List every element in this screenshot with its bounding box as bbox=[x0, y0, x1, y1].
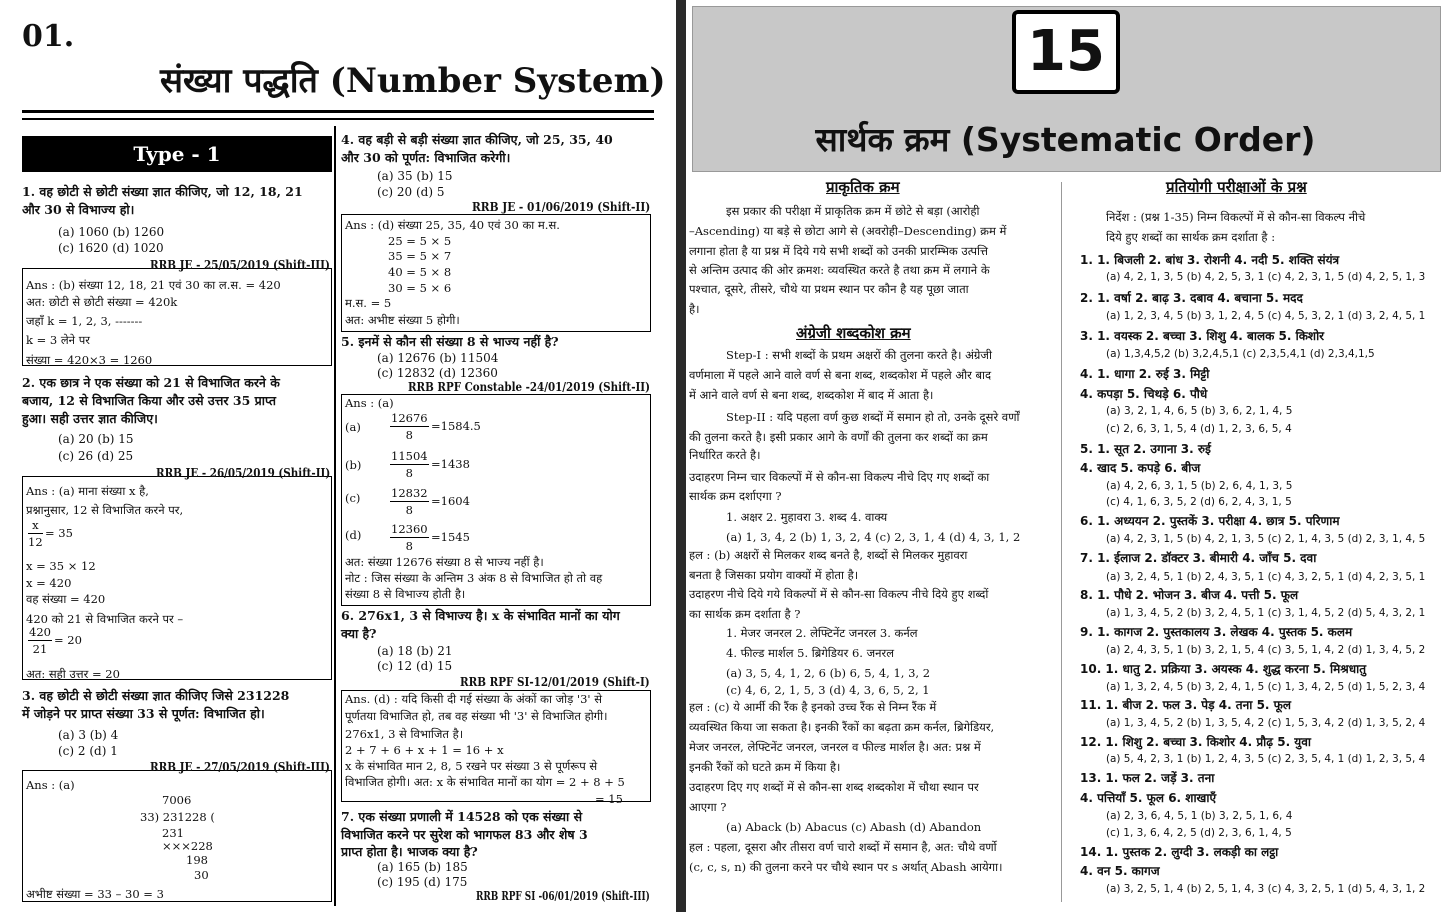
left-col1-line-30: 7006 bbox=[162, 793, 192, 807]
right-col1-line-12: Step-II : यदि पहला वर्ण कुछ शब्दों में समान हो तो, उनके दूसरे वर्णों bbox=[726, 410, 1020, 424]
left-col1-line-18: प्रश्नानुसार, 12 से विभाजित करने पर, bbox=[26, 503, 184, 517]
right-col2-line-15: 4. खाद 5. कपड़े 6. बीज bbox=[1080, 461, 1201, 475]
right-col2-line-24: 9. 1. कागज 2. पुस्तकालय 3. लेखक 4. पुस्तक 5. कलम bbox=[1080, 625, 1353, 639]
left-col2-line-33: 2 + 7 + 6 + x + 1 = 16 + x bbox=[345, 743, 504, 757]
denominator: 8 bbox=[405, 538, 413, 553]
right-page bbox=[686, 0, 1445, 912]
denominator: 12 bbox=[28, 534, 43, 549]
left-col2-line-42: RRB RPF SI -06/01/2019 (Shift-III) bbox=[476, 889, 650, 903]
left-col2-line-34: x के संभावित मान 2, 8, 5 रखने पर संख्या 3 से पूर्णरूप से bbox=[345, 759, 598, 773]
left-col2-line-19: (b) bbox=[345, 458, 362, 472]
right-col2-line-34: (a) 2, 3, 6, 4, 5, 1 (b) 3, 2, 5, 1, 6, 4 bbox=[1106, 810, 1293, 822]
right-col1-line-9: Step-I : सभी शब्दों के प्रथम अक्षरों की तुलना करते है। अंग्रेजी bbox=[726, 348, 992, 362]
fraction-result-5: =1604 bbox=[431, 494, 470, 508]
left-col1-line-12: बजाय, 12 से विभाजित किया और उसे उत्तर 35 प्राप्त bbox=[22, 393, 276, 408]
left-col2-line-24: संख्या 8 से विभाज्य होती है। bbox=[345, 587, 466, 601]
fraction-result-4: =1438 bbox=[431, 457, 470, 471]
left-col2-line-8: 35 = 5 × 7 bbox=[388, 249, 452, 263]
fraction-4 bbox=[390, 451, 429, 479]
left-col1-line-23: अत: सही उत्तर = 20 bbox=[26, 667, 120, 681]
right-col2-line-14: 5. 1. सूत 2. उगाना 3. रुई bbox=[1080, 442, 1211, 456]
right-col2-line-25: (a) 2, 4, 3, 5, 1 (b) 3, 2, 1, 5, 4 (c) 3, 5, 1, 4, 2 (d) 1, 3, 4, 5, 2 bbox=[1106, 644, 1426, 656]
fraction-6 bbox=[390, 524, 429, 552]
right-col1-line-27: हल : (c) ये आर्मी की रैंक है इनको उच्च रैंक से निम्न रैंक में bbox=[689, 700, 937, 714]
left-page bbox=[0, 0, 676, 912]
right-col2-line-17: (c) 4, 1, 6, 3, 5, 2 (d) 6, 2, 4, 3, 1, 5 bbox=[1106, 496, 1292, 508]
right-col1-line-35: (c, c, s, n) की तुलना करने पर चौथे स्थान पर s अर्थात् Abash आयेगा। bbox=[689, 860, 1003, 874]
left-col2-line-3: (a) 35 (b) 15 bbox=[377, 169, 453, 183]
numerator: 420 bbox=[29, 625, 51, 639]
right-col1-line-26: (c) 4, 6, 2, 1, 5, 3 (d) 4, 3, 6, 5, 2, 1 bbox=[726, 683, 930, 697]
left-col2-line-10: 30 = 5 × 6 bbox=[388, 281, 452, 295]
left-col1-line-36: अभीष्ट संख्या = 33 – 30 = 3 bbox=[26, 887, 164, 901]
numerator: 12676 bbox=[391, 411, 428, 425]
left-col2-line-14: (a) 12676 (b) 11504 bbox=[377, 351, 499, 365]
left-col1-line-21: वह संख्या = 420 bbox=[26, 592, 106, 606]
right-col2-line-12: (a) 3, 2, 1, 4, 6, 5 (b) 3, 6, 2, 1, 4, 5 bbox=[1106, 405, 1293, 417]
left-col2-line-6: Ans : (d) संख्या 25, 35, 40 एवं 30 का म.स. bbox=[345, 218, 560, 232]
right-col2-line-16: (a) 4, 2, 6, 3, 1, 5 (b) 2, 6, 4, 1, 3, 5 bbox=[1106, 480, 1293, 492]
left-col1-line-8: जहाँ k = 1, 2, 3, ------- bbox=[26, 314, 143, 328]
right-col2-line-1: प्रतियोगी परीक्षाओं के प्रश्न bbox=[1166, 178, 1307, 196]
left-col1-line-11: 2. एक छात्र ने एक संख्या को 21 से विभाजित करने के bbox=[22, 375, 280, 390]
left-col1-line-14: (a) 20 (b) 15 bbox=[58, 432, 134, 446]
left-col2-line-5: RRB JE - 01/06/2019 (Shift-II) bbox=[472, 200, 651, 214]
right-col2-line-18: 6. 1. अध्ययन 2. पुस्तकें 3. परीक्षा 4. छात्र 5. परिणाम bbox=[1080, 514, 1340, 528]
numerator: 11504 bbox=[391, 449, 428, 463]
right-col2-line-19: (a) 4, 2, 3, 1, 5 (b) 4, 2, 1, 3, 5 (c) 2, 1, 4, 3, 5 (d) 2, 3, 1, 4, 5 bbox=[1106, 533, 1426, 545]
right-col1-line-3: –Ascending) या बड़े से छोटा आगे से (अवरोही–Descending) क्रम में bbox=[689, 224, 1007, 238]
left-col1-line-35: 30 bbox=[194, 868, 209, 882]
right-col1-line-21: उदाहरण नीचे दिये गये विकल्पों में से कौन-सा विकल्प नीचे दिये हुए शब्दों bbox=[689, 587, 989, 601]
page-gutter bbox=[676, 0, 686, 912]
right-col1-line-19: हल : (b) अक्षरों से मिलकर शब्द बनते है, शब्दों से मिलकर मुहावरा bbox=[689, 548, 968, 562]
right-col1-line-22: का सार्थक क्रम दर्शाता है ? bbox=[689, 607, 801, 621]
left-col2-line-20: (c) bbox=[345, 491, 361, 505]
right-col1-line-34: हल : पहला, दूसरा और तीसरा वर्ण चारो शब्दों में समान है, अत: चौथे वर्णो bbox=[689, 840, 997, 854]
right-col2-line-7: (a) 1, 2, 3, 4, 5 (b) 3, 1, 2, 4, 5 (c) 4, 5, 3, 2, 1 (d) 3, 2, 4, 5, 1 bbox=[1106, 310, 1426, 322]
left-col2-line-38: विभाजित करने पर सुरेश को भागफल 83 और शेष 3 bbox=[341, 827, 588, 842]
left-col2-line-29: RRB RPF SI-12/01/2019 (Shift-I) bbox=[460, 675, 650, 689]
chapter-number-box: 15 bbox=[1012, 10, 1120, 94]
right-col1-line-13: की तुलना करते है। इसी प्रकार आगे के वर्णों की तुलना कर शब्दों का क्रम bbox=[689, 430, 988, 444]
chapter-title: सार्थक क्रम (Systematic Order) bbox=[815, 120, 1316, 159]
right-col2-line-29: (a) 1, 3, 4, 5, 2 (b) 1, 3, 5, 4, 2 (c) 1, 5, 3, 4, 2 (d) 1, 3, 5, 2, 4 bbox=[1106, 717, 1426, 729]
right-col1-line-30: इनकी रैंकों को घटते क्रम में किया है। bbox=[689, 760, 841, 774]
right-col1-line-24: 4. फील्ड मार्शल 5. ब्रिगेडियर 6. जनरल bbox=[726, 646, 895, 660]
right-col1-line-18: (a) 1, 3, 4, 2 (b) 1, 3, 2, 4 (c) 2, 3, 1, 4 (d) 4, 3, 1, 2 bbox=[726, 530, 1021, 544]
numerator: 12360 bbox=[391, 522, 428, 536]
left-col1-line-32: 231 bbox=[162, 826, 184, 840]
left-col2-line-41: (c) 195 (d) 175 bbox=[377, 875, 468, 889]
left-col1-line-28: RRB JE - 27/05/2019 (Shift-III) bbox=[150, 760, 330, 774]
right-col2-line-9: (a) 1,3,4,5,2 (b) 3,2,4,5,1 (c) 2,3,5,4,1 (d) 2,3,4,1,5 bbox=[1106, 348, 1375, 360]
right-col2-line-20: 7. 1. ईलाज 2. डॉक्टर 3. बीमारी 4. जाँच 5. दवा bbox=[1080, 551, 1317, 565]
fraction-5 bbox=[390, 488, 429, 516]
left-col2-line-36: = 15 bbox=[595, 792, 623, 806]
right-col2-line-13: (c) 2, 6, 3, 1, 5, 4 (d) 1, 2, 3, 6, 5, 4 bbox=[1106, 423, 1292, 435]
left-col1-line-25: में जोड़ने पर प्राप्त संख्या 33 से पूर्णत: विभाजित हो। bbox=[22, 706, 265, 721]
left-col2-line-37: 7. एक संख्या प्रणाली में 14528 को एक संख्या से bbox=[341, 809, 583, 824]
left-col1-line-4: (c) 1620 (d) 1020 bbox=[58, 241, 164, 255]
numerator: 12832 bbox=[391, 486, 428, 500]
right-col1-line-10: वर्णमाला में पहले आने वाले वर्ण से बना शब्द, शब्दकोश में पहले और बाद bbox=[689, 368, 992, 382]
chapter-number: 01. bbox=[22, 19, 75, 54]
left-col1-line-3: (a) 1060 (b) 1260 bbox=[58, 225, 165, 239]
left-col2-line-22: अत: संख्या 12676 संख्या 8 से भाज्य नहीं है। bbox=[345, 555, 544, 569]
left-col1-line-7: अत: छोटी से छोटी संख्या = 420k bbox=[26, 295, 178, 309]
right-col2-line-37: 4. वन 5. कागज bbox=[1080, 864, 1160, 878]
left-col2-line-16: RRB RPF Constable -24/01/2019 (Shift-II) bbox=[408, 380, 650, 394]
left-col1-line-20: x = 420 bbox=[26, 576, 72, 590]
left-col2-line-13: 5. इनमें से कौन सी संख्या 8 से भाज्य नहीं है? bbox=[341, 334, 559, 349]
left-col2-line-26: क्या है? bbox=[341, 626, 377, 641]
left-col1-line-29: Ans : (a) bbox=[26, 778, 75, 792]
left-col2-line-21: (d) bbox=[345, 528, 362, 542]
fraction-result-6: =1545 bbox=[431, 530, 470, 544]
left-col1-line-13: हुआ। सही उत्तर ज्ञात कीजिए। bbox=[22, 411, 158, 426]
right-col1-line-11: में आने वाले वर्ण से बना शब्द, शब्दकोश में बाद में आता है। bbox=[689, 388, 934, 402]
right-col2-line-30: 12. 1. शिशु 2. बच्चा 3. किशोर 4. प्रौढ़ 5. युवा bbox=[1080, 735, 1312, 749]
right-col2-line-10: 4. 1. धागा 2. रुई 3. मिट्टी bbox=[1080, 367, 1210, 381]
left-col2-line-12: अत: अभीष्ट संख्या 5 होगी। bbox=[345, 313, 460, 327]
right-col1-line-17: 1. अक्षर 2. मुहावरा 3. शब्द 4. वाक्य bbox=[726, 510, 888, 524]
fraction-result-1: = 35 bbox=[45, 526, 73, 540]
fraction-result-2: = 20 bbox=[54, 633, 82, 647]
denominator: 8 bbox=[405, 465, 413, 480]
left-col1-line-22: 420 को 21 से विभाजित करने पर – bbox=[26, 612, 184, 626]
right-col1-line-15: उदाहरण निम्न चार विकल्पों में से कौन-सा विकल्प नीचे दिए गए शब्दों का bbox=[689, 470, 990, 484]
left-col1-line-19: x = 35 × 12 bbox=[26, 559, 96, 573]
left-col1-line-26: (a) 3 (b) 4 bbox=[58, 728, 119, 742]
right-col2-line-28: 11. 1. बीज 2. फल 3. पेड़ 4. तना 5. फूल bbox=[1080, 698, 1292, 712]
right-col1-line-33: (a) Aback (b) Abacus (c) Abash (d) Abandon bbox=[726, 820, 982, 834]
left-col1-line-33: ×××228 bbox=[162, 839, 213, 853]
left-col1-line-16: RRB JE - 26/05/2019 (Shift-II) bbox=[156, 466, 331, 480]
left-col2-line-9: 40 = 5 × 8 bbox=[388, 265, 452, 279]
right-col1-line-16: सार्थक क्रम दर्शाएगा ? bbox=[689, 489, 782, 503]
left-col1-line-6: Ans : (b) संख्या 12, 18, 21 एवं 30 का ल.स. = 420 bbox=[26, 278, 281, 292]
right-col2-line-8: 3. 1. वयस्क 2. बच्चा 3. शिशु 4. बालक 5. किशोर bbox=[1080, 329, 1325, 343]
left-col2-line-30: Ans. (d) : यदि किसी दी गई संख्या के अंकों का जोड़ '3' से bbox=[345, 692, 602, 706]
chapter-title: संख्या पद्धति (Number System) bbox=[160, 61, 666, 101]
right-col1-line-20: बनता है जिसका प्रयोग वाक्यों में होता है। bbox=[689, 568, 859, 582]
left-col1-line-34: 198 bbox=[186, 853, 208, 867]
right-col2-line-31: (a) 5, 4, 2, 3, 1 (b) 1, 2, 4, 3, 5 (c) 2, 3, 5, 4, 1 (d) 1, 2, 3, 5, 4 bbox=[1106, 753, 1426, 765]
left-col2-line-18: (a) bbox=[345, 420, 361, 434]
right-col2-line-11: 4. कपड़ा 5. चिथड़े 6. पौधे bbox=[1080, 387, 1208, 401]
right-col1-line-29: मेजर जनरल, लेफ्टिनेंट जनरल, जनरल व फील्ड मार्शल है। अत: प्रश्न में bbox=[689, 740, 981, 754]
left-col1-line-1: 1. वह छोटी से छोटी संख्या ज्ञात कीजिए, जो 12, 18, 21 bbox=[22, 184, 303, 199]
right-col2-line-4: 1. 1. बिजली 2. बांध 3. रोशनी 4. नदी 5. शक्ति संयंत्र bbox=[1080, 253, 1340, 267]
right-col1-line-8: अंग्रेजी शब्दकोश क्रम bbox=[796, 324, 911, 342]
column-divider bbox=[1061, 182, 1062, 902]
fraction-1 bbox=[28, 520, 43, 548]
right-col2-line-26: 10. 1. धातु 2. प्रक्रिया 3. अयस्क 4. शुद्ध करना 5. मिश्रधातु bbox=[1080, 662, 1367, 676]
right-col1-line-6: पश्चात, दूसरे, तीसरे, चौथे या प्रथम स्थान पर कौन है यह पूछा जाता bbox=[689, 282, 969, 296]
right-col1-line-14: निर्धारित करते है। bbox=[689, 448, 761, 462]
right-col1-line-28: व्यवस्थित किया जा सकता है। इनकी रैंकों का बढ़ता क्रम कर्नल, ब्रिगेडियर, bbox=[689, 720, 995, 734]
left-col2-line-2: और 30 को पूर्णत: विभाजित करेगी। bbox=[341, 150, 511, 165]
left-col2-line-25: 6. 276x1, 3 से विभाज्य है। x के संभावित मानों का योग bbox=[341, 608, 620, 623]
left-col1-line-5: RRB JE - 25/05/2019 (Shift-III) bbox=[150, 258, 330, 272]
denominator: 8 bbox=[405, 427, 413, 442]
left-col2-line-7: 25 = 5 × 5 bbox=[388, 234, 452, 248]
column-divider bbox=[334, 126, 336, 906]
left-col2-line-11: म.स. = 5 bbox=[345, 296, 392, 310]
left-col1-line-24: 3. वह छोटी से छोटी संख्या ज्ञात कीजिए जिसे 231228 bbox=[22, 688, 290, 703]
left-col2-line-27: (a) 18 (b) 21 bbox=[377, 644, 453, 658]
type-label: Type - 1 bbox=[22, 136, 332, 172]
left-col1-line-9: k = 3 लेने पर bbox=[26, 333, 90, 347]
left-col1-line-15: (c) 26 (d) 25 bbox=[58, 449, 134, 463]
left-col2-line-35: विभाजित होगी। अत: x के संभावित मानों का योग = 2 + 8 + 5 bbox=[345, 775, 625, 789]
right-col2-line-23: (a) 1, 3, 4, 5, 2 (b) 3, 2, 4, 5, 1 (c) 3, 1, 4, 5, 2 (d) 5, 4, 3, 2, 1 bbox=[1106, 607, 1426, 619]
left-col1-line-2: और 30 से विभाज्य हो। bbox=[22, 202, 135, 217]
right-col1-line-23: 1. मेजर जनरल 2. लेफ्टिनेंट जनरल 3. कर्नल bbox=[726, 626, 918, 640]
left-col2-line-1: 4. वह बड़ी से बड़ी संख्या ज्ञात कीजिए, जो 25, 35, 40 bbox=[341, 132, 613, 147]
right-col1-line-32: आएगा ? bbox=[689, 800, 727, 814]
right-col2-line-32: 13. 1. फल 2. जड़ें 3. तना bbox=[1080, 771, 1215, 785]
right-col1-line-4: लगाना होता है या प्रश्न में दिये गये सभी शब्दों को उनकी प्रारम्भिक उत्पत्ति bbox=[689, 244, 988, 258]
left-col2-line-23: नोट : जिस संख्या के अन्तिम 3 अंक 8 से विभाजित हो तो वह bbox=[345, 571, 603, 585]
right-col2-line-22: 8. 1. पौधे 2. भोजन 3. बीज 4. पत्ती 5. फूल bbox=[1080, 588, 1299, 602]
right-col1-line-5: से अन्तिम उत्पाद की ओर क्रमश: व्यवस्थित करते है तथा क्रम में लगाने के bbox=[689, 263, 990, 277]
right-col2-line-5: (a) 4, 2, 1, 3, 5 (b) 4, 2, 5, 3, 1 (c) 4, 2, 3, 1, 5 (d) 4, 2, 5, 1, 3 bbox=[1106, 271, 1426, 283]
left-col2-line-39: प्राप्त होता है। भाजक क्या है? bbox=[341, 844, 478, 859]
left-col2-line-40: (a) 165 (b) 185 bbox=[377, 860, 468, 874]
left-col2-line-17: Ans : (a) bbox=[345, 396, 394, 410]
fraction-2 bbox=[28, 627, 52, 655]
left-col1-line-10: संख्या = 420×3 = 1260 bbox=[26, 353, 153, 367]
left-col2-line-4: (c) 20 (d) 5 bbox=[377, 185, 445, 199]
right-col2-line-6: 2. 1. वर्षा 2. बाढ़ 3. दबाव 4. बचाना 5. मदद bbox=[1080, 291, 1303, 305]
left-col2-line-31: पूर्णतया विभाजित हो, तब वह संख्या भी '3' से विभाजित होगी। bbox=[345, 709, 608, 723]
denominator: 21 bbox=[32, 641, 48, 656]
right-col1-line-7: है। bbox=[689, 302, 700, 316]
right-col2-line-33: 4. पत्तियाँ 5. फूल 6. शाखाएँ bbox=[1080, 791, 1217, 805]
denominator: 8 bbox=[405, 502, 413, 517]
right-col2-line-38: (a) 3, 2, 5, 1, 4 (b) 2, 5, 1, 4, 3 (c) 4, 3, 2, 5, 1 (d) 5, 4, 3, 1, 2 bbox=[1106, 883, 1426, 895]
right-col2-line-21: (a) 3, 2, 4, 5, 1 (b) 2, 4, 3, 5, 1 (c) 4, 3, 2, 5, 1 (d) 4, 2, 3, 5, 1 bbox=[1106, 571, 1426, 583]
left-col1-line-17: Ans : (a) माना संख्या x है, bbox=[26, 484, 149, 498]
right-col2-line-27: (a) 1, 3, 2, 4, 5 (b) 3, 2, 4, 1, 5 (c) 1, 3, 4, 2, 5 (d) 1, 5, 2, 3, 4 bbox=[1106, 681, 1426, 693]
left-col2-line-32: 276x1, 3 से विभाजित है। bbox=[345, 727, 464, 741]
right-col2-line-36: 14. 1. पुस्तक 2. लुग्दी 3. लकड़ी का लट्ठा bbox=[1080, 845, 1279, 859]
fraction-3 bbox=[390, 413, 429, 441]
left-col1-line-27: (c) 2 (d) 1 bbox=[58, 744, 118, 758]
numerator: x bbox=[28, 520, 43, 534]
right-col2-line-3: दिये हुए शब्दों का सार्थक क्रम दर्शाता है : bbox=[1106, 230, 1276, 244]
right-col2-line-35: (c) 1, 3, 6, 4, 2, 5 (d) 2, 3, 6, 1, 4, 5 bbox=[1106, 827, 1292, 839]
right-col1-line-31: उदाहरण दिए गए शब्दों में से कौन-सा शब्द शब्दकोश में चौथा स्थान पर bbox=[689, 780, 979, 794]
right-col2-line-2: निर्देश : (प्रश्न 1-35) निम्न विकल्पों में से कौन-सा विकल्प नीचे bbox=[1106, 210, 1366, 224]
left-col2-line-28: (c) 12 (d) 15 bbox=[377, 659, 453, 673]
title-rule-thin bbox=[22, 118, 654, 120]
left-col2-line-15: (c) 12832 (d) 12360 bbox=[377, 366, 498, 380]
right-col1-line-2: इस प्रकार की परीक्षा में प्राकृतिक क्रम में छोटे से बड़ा (आरोही bbox=[726, 204, 980, 218]
right-col1-line-1: प्राकृतिक क्रम bbox=[826, 178, 900, 196]
title-rule bbox=[22, 110, 654, 113]
fraction-result-3: =1584.5 bbox=[431, 419, 481, 433]
left-col1-line-31: 33) 231228 ( bbox=[140, 810, 215, 824]
right-col1-line-25: (a) 3, 5, 4, 1, 2, 6 (b) 6, 5, 4, 1, 3, 2 bbox=[726, 666, 931, 680]
